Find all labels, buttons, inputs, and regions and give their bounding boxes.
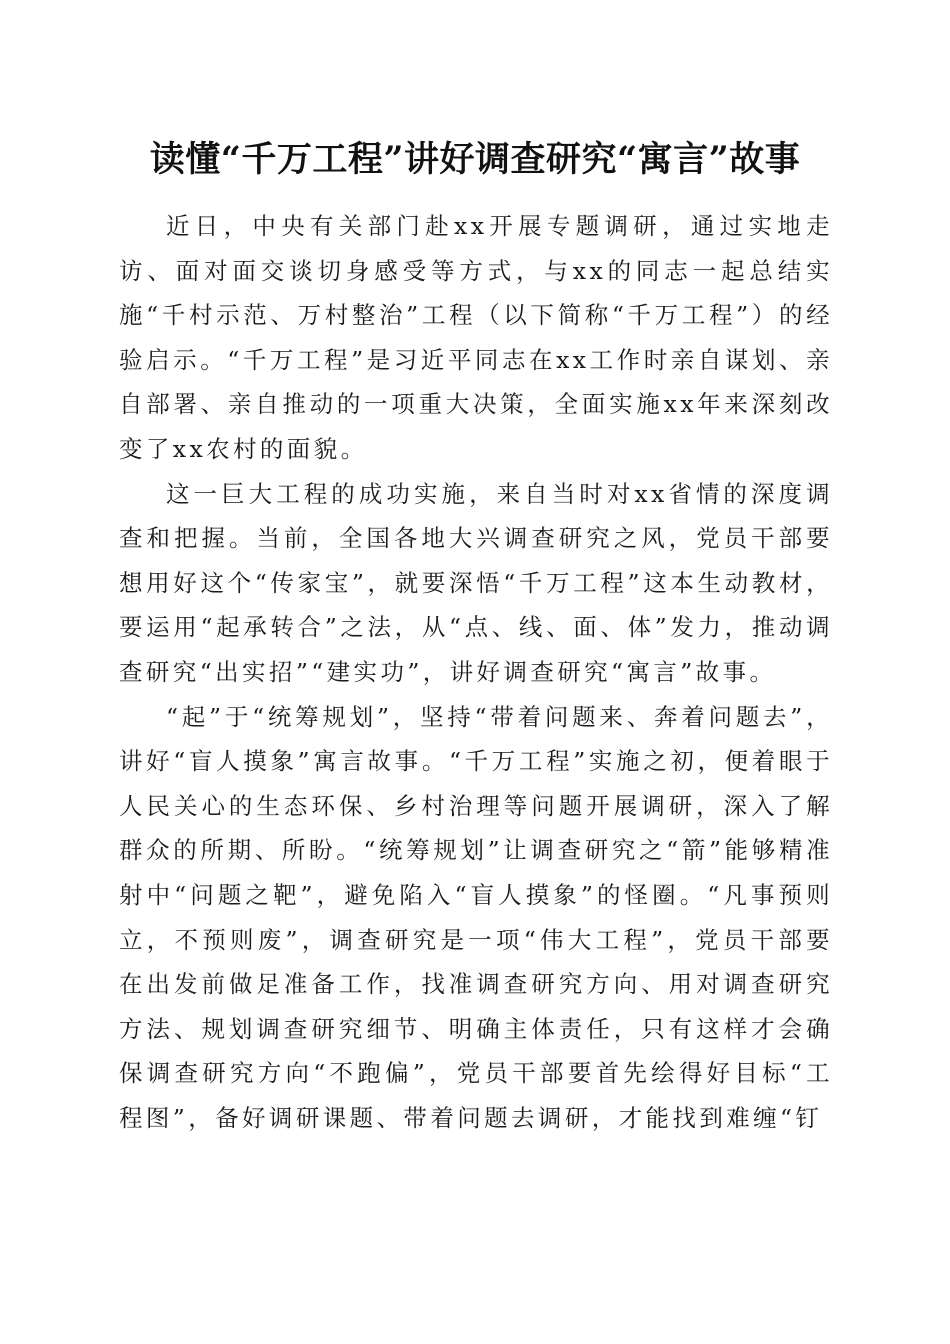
document-body bbox=[119, 204, 833, 1140]
paragraph-qi-planning: “起”于“统筹规划”，坚持“带着问题来、奔着问题去”，讲好“盲人摸象”寓言故事。“千万工程”实施之初，便着眼于人民关心的生态环保、乡村治理等问题开展调研，深入了解群众的所期、所盼。“统筹规划”让调查研究之“箭”能够精准射中“问题之靶”，避免陷入“盲人摸象”的怪圈。“凡事预则立，不预则废”，调查研究是一项“伟大工程”，党员干部要在出发前做足准备工作，找准调查研究方向、用对调查研究方法、规划调查研究细节、明确主体责任，只有这样才会确保调查研究方向“不跑偏”，党员干部要首先绘得好目标“工程图”，备好调研课题、带着问题去调研，才能找到难缠“钉 bbox=[119, 702, 833, 1132]
paragraph-intro: 近日，中央有关部门赴xx开展专题调研，通过实地走访、面对面交谈切身感受等方式，与xx的同志一起总结实施“千村示范、万村整治”工程（以下简称“千万工程”）的经验启示。“千万工程”是习近平同志在xx工作时亲自谋划、亲自部署、亲自推动的一项重大决策，全面实施xx年来深刻改变了xx农村的面貌。 bbox=[119, 212, 833, 463]
paragraph-background: 这一巨大工程的成功实施，来自当时对xx省情的深度调查和把握。当前，全国各地大兴调查研究之风，党员干部要想用好这个“传家宝”，就要深悟“千万工程”这本生动教材，要运用“起承转合”之法，从“点、线、面、体”发力，推动调查研究“出实招”“建实功”，讲好调查研究“寓言”故事。 bbox=[119, 479, 833, 686]
document-title: 读懂“千万工程”讲好调查研究“寓言”故事 bbox=[149, 139, 801, 180]
